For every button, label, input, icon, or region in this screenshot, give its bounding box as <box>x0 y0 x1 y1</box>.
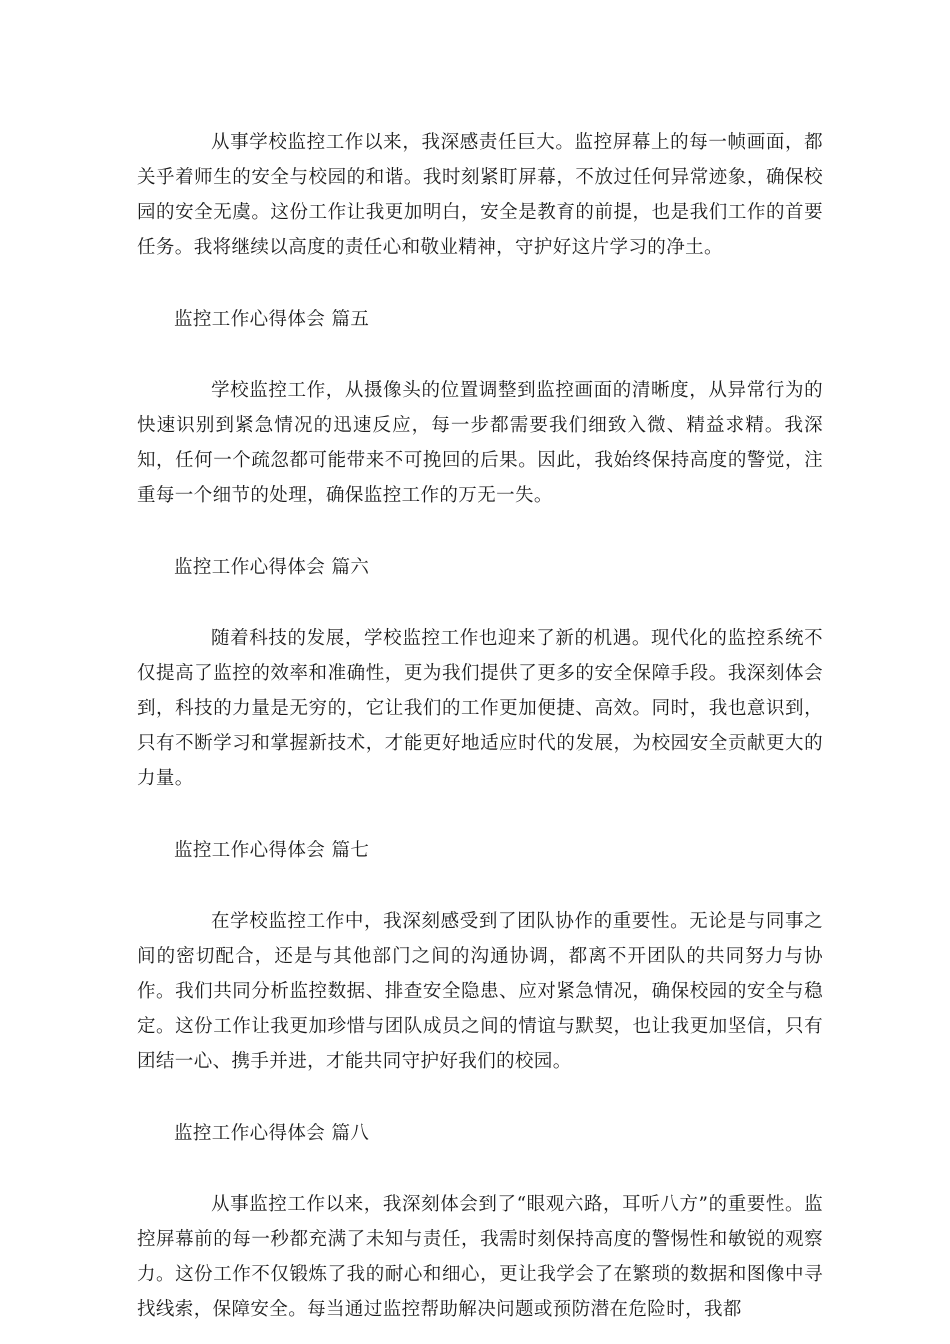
paragraph-section-8: 从事监控工作以来，我深刻体会到了“眼观六路，耳听八方”的重要性。监控屏幕前的每一秒都充满了未知与责任，我需时刻保持高度的警惕性和敏锐的观察力。这份工作不仅锻炼了我的耐心和细心，更让我学会了在繁琐的数据和图像中寻找线索，保障安全。每当通过监控帮助解决问题或预防潜在危险时，我都 <box>137 1194 823 1320</box>
paragraph-section-5: 学校监控工作，从摄像头的位置调整到监控画面的清晰度，从异常行为的快速识别到紧急情况的迅速反应，每一步都需要我们细致入微、精益求精。我深知，任何一个疏忽都可能带来不可挽回的后果。因此，我始终保持高度的警觉，注重每一个细节的处理，确保监控工作的万无一失。 <box>137 380 823 506</box>
section-heading-6: 监控工作心得体会 篇六 <box>174 557 370 578</box>
section-heading-8: 监控工作心得体会 篇八 <box>174 1123 370 1144</box>
section-heading-7: 监控工作心得体会 篇七 <box>174 840 370 861</box>
section-heading-5: 监控工作心得体会 篇五 <box>174 309 370 330</box>
document-page <box>137 125 823 1327</box>
paragraph-intro: 从事学校监控工作以来，我深感责任巨大。监控屏幕上的每一帧画面，都关乎着师生的安全与校园的和谐。我时刻紧盯屏幕，不放过任何异常迹象，确保校园的安全无虞。这份工作让我更加明白，安全是教育的前提，也是我们工作的首要任务。我将继续以高度的责任心和敬业精神，守护好这片学习的净土。 <box>137 132 823 258</box>
paragraph-section-7: 在学校监控工作中，我深刻感受到了团队协作的重要性。无论是与同事之间的密切配合，还是与其他部门之间的沟通协调，都离不开团队的共同努力与协作。我们共同分析监控数据、排查安全隐患、应对紧急情况，确保校园的安全与稳定。这份工作让我更加珍惜与团队成员之间的情谊与默契，也让我更加坚信，只有团结一心、携手并进，才能共同守护好我们的校园。 <box>137 911 823 1072</box>
paragraph-section-6: 随着科技的发展，学校监控工作也迎来了新的机遇。现代化的监控系统不仅提高了监控的效率和准确性，更为我们提供了更多的安全保障手段。我深刻体会到，科技的力量是无穷的，它让我们的工作更加便捷、高效。同时，我也意识到，只有不断学习和掌握新技术，才能更好地适应时代的发展，为校园安全贡献更大的力量。 <box>137 628 823 789</box>
